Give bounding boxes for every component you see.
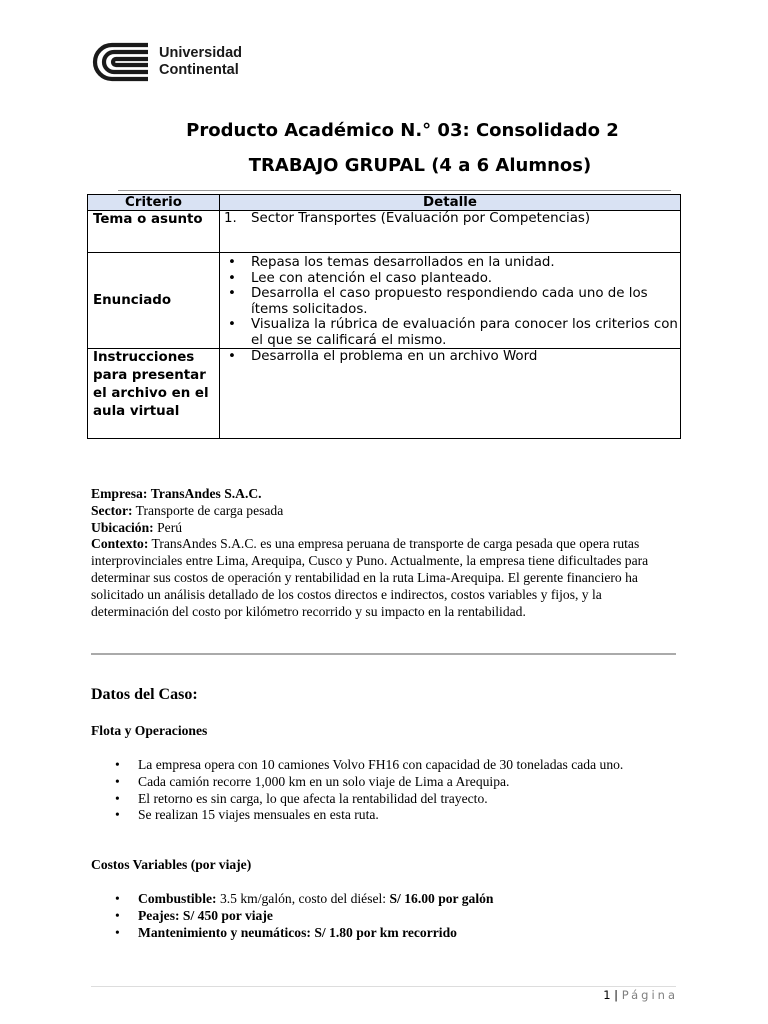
row-detail <box>220 253 681 349</box>
row-detail <box>220 211 681 253</box>
page-word: Página <box>621 988 678 1002</box>
case-data-heading: Datos del Caso: <box>91 686 198 703</box>
list-item: • Combustible: 3.5 km/galón, costo del diésel: S/ 16.00 por galón <box>138 891 678 908</box>
table-row <box>88 253 681 349</box>
university-name: Universidad Continental <box>159 45 242 78</box>
list-item: • Mantenimiento y neumáticos: S/ 1.80 por km recorrido <box>138 925 678 942</box>
row-label: Instrucciones para presentar el archivo en el aula virtual <box>88 349 220 439</box>
list-item: • Se realizan 15 viajes mensuales en esta ruta. <box>138 807 678 824</box>
document-title: Producto Académico N.° 03: Consolidado 2 <box>186 120 619 141</box>
variable-costs-heading: Costos Variables (por viaje) <box>91 857 252 872</box>
sector-line: Sector: Transporte de carga pesada <box>91 502 284 518</box>
list-item: • Repasa los temas desarrollados en la unidad. <box>228 255 555 270</box>
table-header-row <box>88 195 681 211</box>
list-item: • Peajes: S/ 450 por viaje <box>138 908 678 925</box>
list-item: • Visualiza la rúbrica de evaluación para conocer los criterios con el que se calificará el mismo. <box>228 317 678 348</box>
table-row <box>88 349 681 439</box>
row-label: Enunciado <box>88 253 220 349</box>
ubicacion-line: Ubicación: Perú <box>91 519 183 535</box>
variable-costs-list <box>91 891 678 941</box>
document-subtitle: TRABAJO GRUPAL (4 a 6 Alumnos) <box>248 155 592 176</box>
list-item: • La empresa opera con 10 camiones Volvo FH16 con capacidad de 30 toneladas cada uno. <box>138 757 678 774</box>
header-criterio: Criterio <box>88 195 220 211</box>
list-item: • Cada camión recorre 1,000 km en un solo viaje de Lima a Arequipa. <box>138 774 678 791</box>
list-item: • Desarrolla el caso propuesto respondiendo cada uno de los ítems solicitados. <box>228 286 648 317</box>
footer-divider <box>91 986 676 987</box>
page-footer <box>603 988 678 1002</box>
page-number: 1 <box>603 988 611 1002</box>
title-divider <box>118 190 671 191</box>
table-row <box>88 211 681 253</box>
row-label: Tema o asunto <box>88 211 220 253</box>
footer-separator: | <box>614 988 619 1002</box>
list-item: • El retorno es sin carga, lo que afecta la rentabilidad del trayecto. <box>138 791 678 808</box>
empresa-line: Empresa: TransAndes S.A.C. <box>91 486 262 501</box>
fleet-list <box>91 757 678 824</box>
row-detail <box>220 349 681 439</box>
contexto-paragraph: Contexto: TransAndes S.A.C. es una empresa peruana de transporte de carga pesada que opera rutas interprovinciales entre Lima, Arequipa, Cusco y Puno. Actualmente, la empresa tiene dificultades para determinar sus costos de operación y rentabilidad en la ruta Lima-Arequipa. El gerente financiero ha solicitado un análisis detallado de los costos directos e indirectos, costos variables y fijos, y la determinación del costo por kilómetro recorrido y su impacto en la rentabilidad. <box>91 536 649 619</box>
section-divider <box>91 653 676 655</box>
list-item: 1. Sector Transportes (Evaluación por Competencias) <box>224 211 591 226</box>
list-item: • Lee con atención el caso planteado. <box>228 270 492 286</box>
company-info <box>91 486 681 620</box>
fleet-heading: Flota y Operaciones <box>91 723 208 738</box>
list-item: • Desarrolla el problema en un archivo Word <box>228 349 538 364</box>
criteria-table <box>87 194 681 439</box>
header-detalle: Detalle <box>220 195 681 211</box>
